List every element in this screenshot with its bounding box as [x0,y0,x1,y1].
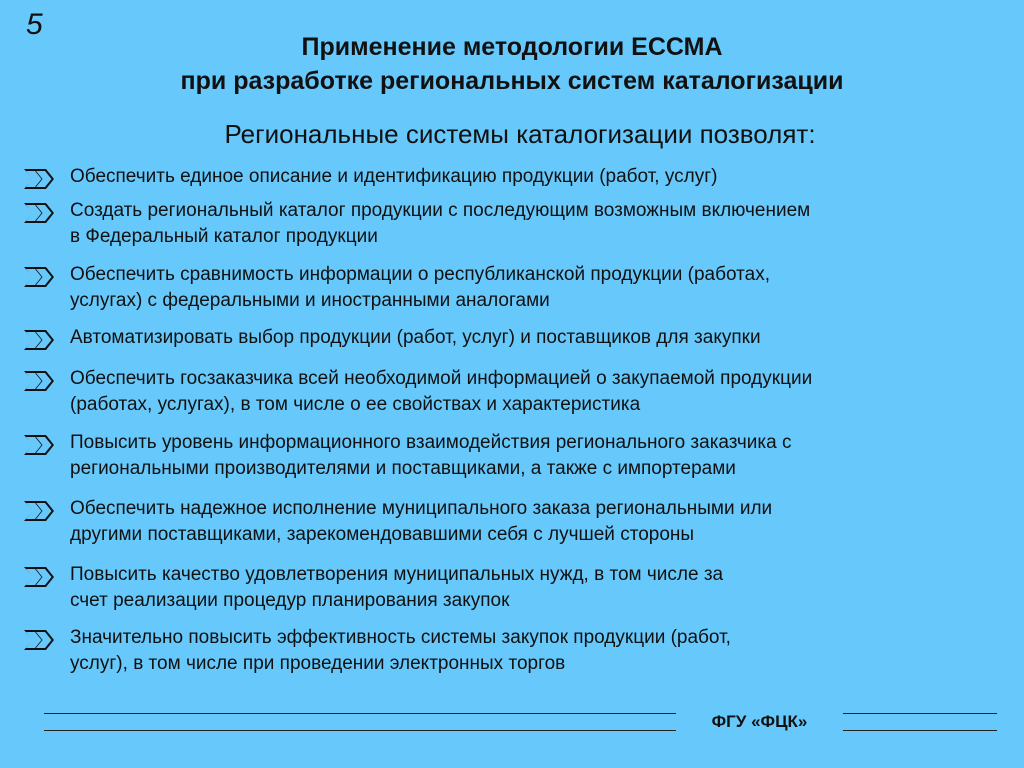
double-chevron-right-icon [22,432,56,458]
footer-rule-right [843,713,997,731]
footer-rule-left [44,713,676,731]
double-chevron-right-icon [22,166,56,192]
footer-organization: ФГУ «ФЦК» [711,712,808,731]
list-item [22,198,1002,250]
list-item-line-1: Значительно повысить эффективность системы закупок продукции (работ, [70,627,731,648]
list-item-line-2: (работах, услугах), в том числе о ее свойствах и характеристика [70,394,641,415]
list-item-line-1: Повысить качество удовлетворения муниципальных нужд, в том числе за [70,564,724,585]
slide-title-line-1: Применение методологии ЕССМА [301,33,723,61]
list-item-line-1: Создать региональный каталог продукции с последующим возможным включением [70,200,811,221]
double-chevron-right-icon [22,327,56,353]
list-item-text [70,366,990,418]
list-item-line-2: услуг), в том числе при проведении электронных торгов [70,653,566,674]
list-item-line-1: Обеспечить сравнимость информации о республиканской продукции (работах, [70,264,770,285]
list-item-text [70,430,990,482]
list-item [22,430,1002,482]
list-item-text [70,164,990,190]
list-item-text [70,198,990,250]
list-item [22,496,1002,548]
list-item-text [70,625,990,677]
list-item-line-1: Повысить уровень информационного взаимодействия регионального заказчика с [70,432,792,453]
double-chevron-right-icon [22,498,56,524]
list-item [22,562,1002,614]
list-item [22,325,1002,353]
list-item-line-1: Обеспечить надежное исполнение муниципального заказа региональными или [70,498,773,519]
list-item-line-2: региональными производителями и поставщиками, а также с импортерами [70,458,736,479]
list-item-text [70,325,990,351]
list-item-text [70,262,990,314]
double-chevron-right-icon [22,264,56,290]
list-item [22,262,1002,314]
list-item-line-2: в Федеральный каталог продукции [70,226,378,247]
list-item-line-1: Обеспечить госзаказчика всей необходимой информацией о закупаемой продукции [70,368,813,389]
double-chevron-right-icon [22,368,56,394]
list-item-line-1: Автоматизировать выбор продукции (работ, услуг) и поставщиков для закупки [70,327,761,348]
list-item-line-1: Обеспечить единое описание и идентификацию продукции (работ, услуг) [70,166,718,187]
double-chevron-right-icon [22,564,56,590]
slide-subtitle: Региональные системы каталогизации позволят: [224,119,816,149]
list-item-line-2: услугах) с федеральными и иностранными аналогами [70,290,550,311]
list-item [22,625,1002,677]
list-item-text [70,562,990,614]
double-chevron-right-icon [22,627,56,653]
list-item-line-2: счет реализации процедур планирования закупок [70,590,510,611]
slide-number: 5 [26,8,43,41]
slide-title-line-2: при разработке региональных систем каталогизации [180,67,844,95]
list-item [22,366,1002,418]
list-item-line-2: другими поставщиками, зарекомендовавшими себя с лучшей стороны [70,524,695,545]
list-item [22,164,1002,192]
double-chevron-right-icon [22,200,56,226]
list-item-text [70,496,990,548]
